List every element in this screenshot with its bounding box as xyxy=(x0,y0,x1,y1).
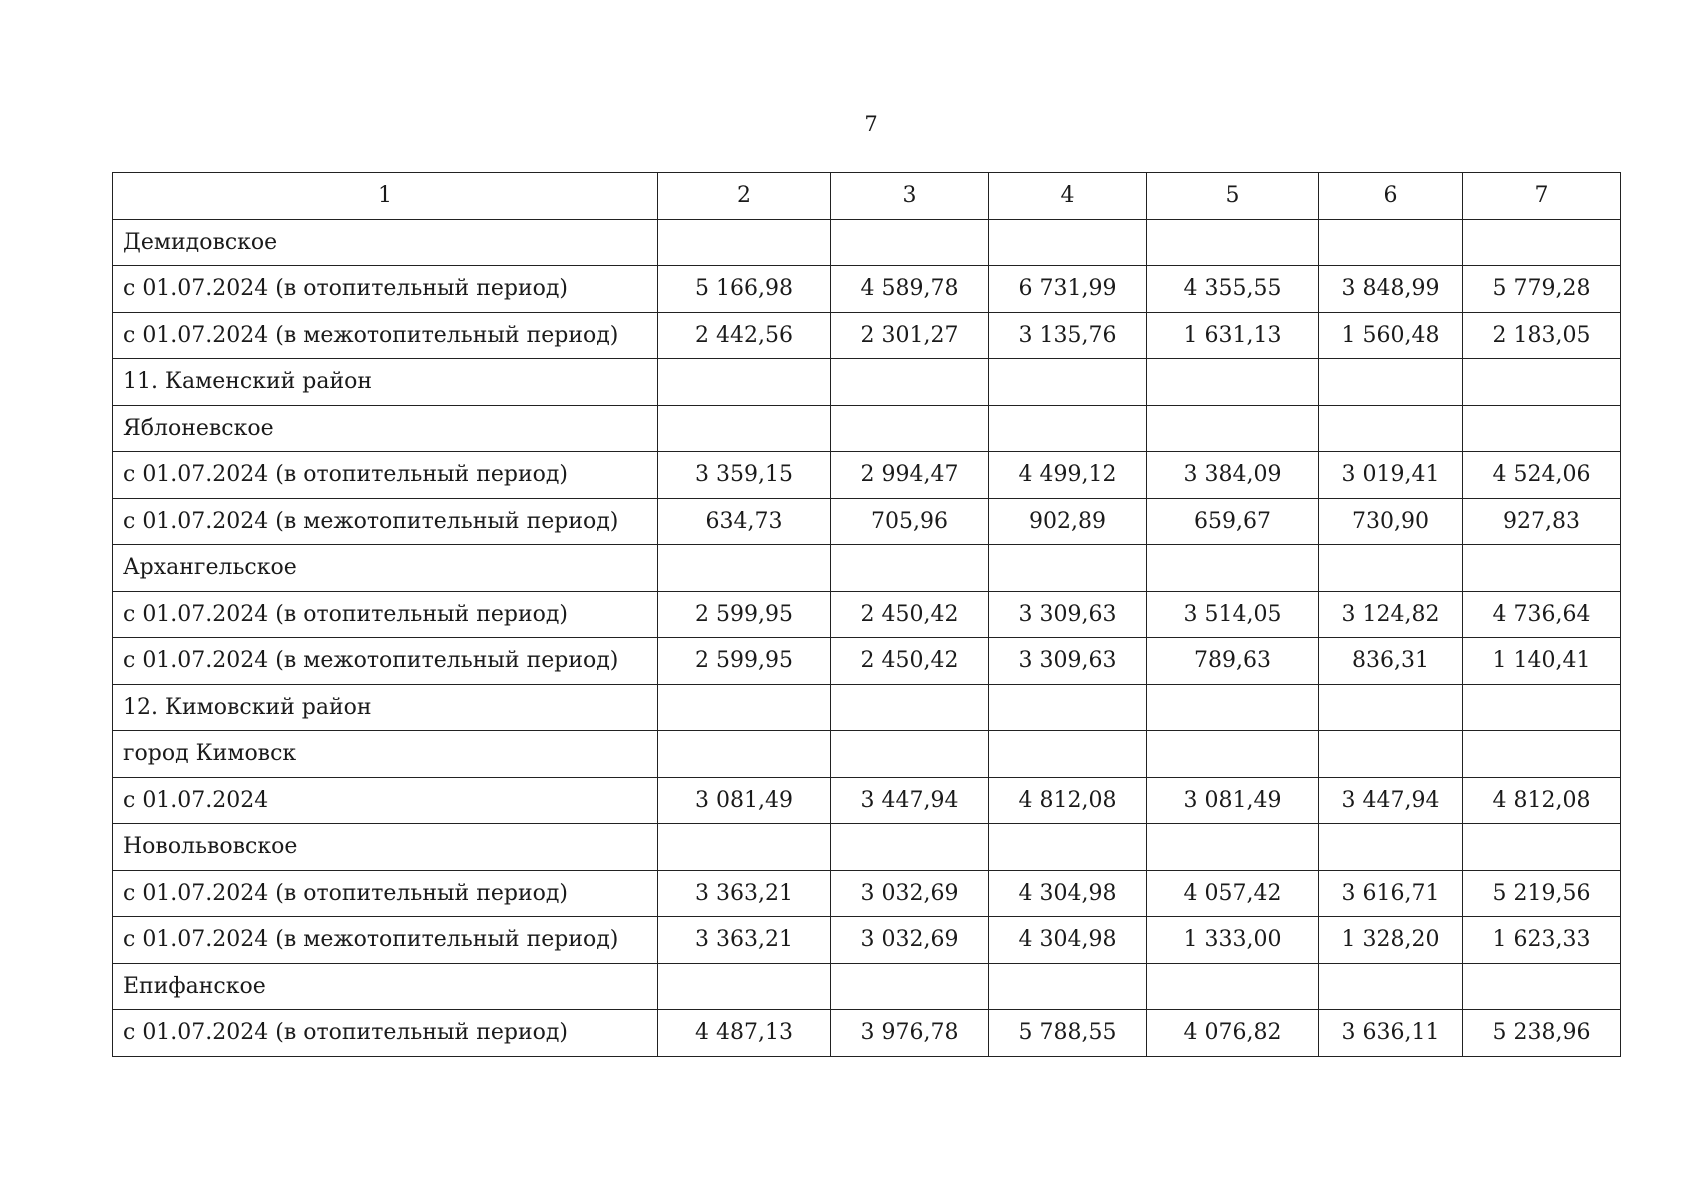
value-cell xyxy=(1463,684,1621,731)
value-cell xyxy=(1147,359,1319,406)
value-cell xyxy=(989,405,1147,452)
value-cell: 4 487,13 xyxy=(658,1010,831,1057)
value-cell: 3 019,41 xyxy=(1319,452,1463,499)
value-cell xyxy=(1147,824,1319,871)
row-label: с 01.07.2024 (в межотопительный период) xyxy=(113,498,658,545)
value-cell: 4 524,06 xyxy=(1463,452,1621,499)
value-cell: 3 447,94 xyxy=(1319,777,1463,824)
section-label: 12. Кимовский район xyxy=(113,684,658,731)
table-row xyxy=(113,266,1621,313)
value-cell xyxy=(1463,824,1621,871)
value-cell xyxy=(989,219,1147,266)
column-number: 3 xyxy=(831,173,989,220)
value-cell: 4 499,12 xyxy=(989,452,1147,499)
column-number: 2 xyxy=(658,173,831,220)
value-cell xyxy=(831,405,989,452)
value-cell xyxy=(1147,684,1319,731)
section-label: Яблоневское xyxy=(113,405,658,452)
value-cell: 902,89 xyxy=(989,498,1147,545)
value-cell: 1 140,41 xyxy=(1463,638,1621,685)
table-row xyxy=(113,312,1621,359)
value-cell xyxy=(1463,359,1621,406)
value-cell: 4 736,64 xyxy=(1463,591,1621,638)
value-cell: 4 812,08 xyxy=(989,777,1147,824)
value-cell xyxy=(831,219,989,266)
value-cell: 4 355,55 xyxy=(1147,266,1319,313)
value-cell: 5 219,56 xyxy=(1463,870,1621,917)
value-cell: 3 384,09 xyxy=(1147,452,1319,499)
value-cell: 789,63 xyxy=(1147,638,1319,685)
value-cell xyxy=(989,545,1147,592)
value-cell xyxy=(1463,731,1621,778)
section-row xyxy=(113,824,1621,871)
value-cell xyxy=(658,684,831,731)
section-row xyxy=(113,545,1621,592)
value-cell xyxy=(1147,405,1319,452)
section-label: Демидовское xyxy=(113,219,658,266)
section-row xyxy=(113,219,1621,266)
value-cell xyxy=(1319,824,1463,871)
value-cell: 2 442,56 xyxy=(658,312,831,359)
column-number: 4 xyxy=(989,173,1147,220)
value-cell: 3 032,69 xyxy=(831,870,989,917)
value-cell xyxy=(989,359,1147,406)
row-label: с 01.07.2024 (в отопительный период) xyxy=(113,870,658,917)
value-cell xyxy=(1319,359,1463,406)
value-cell: 4 812,08 xyxy=(1463,777,1621,824)
value-cell xyxy=(831,963,989,1010)
value-cell: 1 623,33 xyxy=(1463,917,1621,964)
value-cell: 4 057,42 xyxy=(1147,870,1319,917)
value-cell xyxy=(1319,684,1463,731)
row-label: с 01.07.2024 (в отопительный период) xyxy=(113,266,658,313)
section-label: Архангельское xyxy=(113,545,658,592)
table-row xyxy=(113,870,1621,917)
value-cell xyxy=(831,684,989,731)
value-cell xyxy=(1147,219,1319,266)
value-cell xyxy=(831,545,989,592)
value-cell xyxy=(658,405,831,452)
value-cell: 3 309,63 xyxy=(989,591,1147,638)
value-cell: 3 309,63 xyxy=(989,638,1147,685)
value-cell xyxy=(658,731,831,778)
value-cell: 3 363,21 xyxy=(658,870,831,917)
value-cell: 3 032,69 xyxy=(831,917,989,964)
value-cell: 927,83 xyxy=(1463,498,1621,545)
section-label: 11. Каменский район xyxy=(113,359,658,406)
tariff-table xyxy=(112,172,1621,1057)
table-row xyxy=(113,638,1621,685)
column-number: 7 xyxy=(1463,173,1621,220)
row-label: с 01.07.2024 (в отопительный период) xyxy=(113,591,658,638)
row-label: с 01.07.2024 (в межотопительный период) xyxy=(113,638,658,685)
value-cell: 3 081,49 xyxy=(1147,777,1319,824)
table-row xyxy=(113,591,1621,638)
value-cell xyxy=(658,359,831,406)
value-cell: 634,73 xyxy=(658,498,831,545)
table-row xyxy=(113,452,1621,499)
value-cell xyxy=(989,684,1147,731)
value-cell: 705,96 xyxy=(831,498,989,545)
section-label: Новольвовское xyxy=(113,824,658,871)
value-cell: 5 788,55 xyxy=(989,1010,1147,1057)
value-cell xyxy=(989,731,1147,778)
value-cell: 2 994,47 xyxy=(831,452,989,499)
value-cell: 5 238,96 xyxy=(1463,1010,1621,1057)
section-row xyxy=(113,684,1621,731)
value-cell: 6 731,99 xyxy=(989,266,1147,313)
value-cell xyxy=(1319,731,1463,778)
value-cell xyxy=(989,963,1147,1010)
table-row xyxy=(113,777,1621,824)
row-label: с 01.07.2024 (в межотопительный период) xyxy=(113,312,658,359)
value-cell xyxy=(989,824,1147,871)
section-row xyxy=(113,359,1621,406)
value-cell: 836,31 xyxy=(1319,638,1463,685)
value-cell xyxy=(1319,545,1463,592)
value-cell: 2 183,05 xyxy=(1463,312,1621,359)
value-cell: 2 301,27 xyxy=(831,312,989,359)
value-cell: 1 333,00 xyxy=(1147,917,1319,964)
value-cell xyxy=(1463,545,1621,592)
value-cell xyxy=(1147,731,1319,778)
value-cell xyxy=(1463,405,1621,452)
value-cell: 3 081,49 xyxy=(658,777,831,824)
value-cell: 1 328,20 xyxy=(1319,917,1463,964)
value-cell: 3 636,11 xyxy=(1319,1010,1463,1057)
value-cell: 4 304,98 xyxy=(989,870,1147,917)
value-cell xyxy=(831,359,989,406)
value-cell: 4 304,98 xyxy=(989,917,1147,964)
page-number: 7 xyxy=(864,112,878,136)
value-cell: 3 447,94 xyxy=(831,777,989,824)
column-number: 1 xyxy=(113,173,658,220)
table-row xyxy=(113,917,1621,964)
value-cell: 3 976,78 xyxy=(831,1010,989,1057)
section-row xyxy=(113,731,1621,778)
value-cell xyxy=(658,545,831,592)
row-label: с 01.07.2024 (в межотопительный период) xyxy=(113,917,658,964)
value-cell xyxy=(658,824,831,871)
value-cell: 2 450,42 xyxy=(831,591,989,638)
value-cell xyxy=(1319,219,1463,266)
value-cell: 659,67 xyxy=(1147,498,1319,545)
value-cell xyxy=(1463,963,1621,1010)
value-cell: 4 076,82 xyxy=(1147,1010,1319,1057)
value-cell xyxy=(1319,405,1463,452)
column-number: 6 xyxy=(1319,173,1463,220)
value-cell xyxy=(1147,545,1319,592)
value-cell: 2 599,95 xyxy=(658,638,831,685)
value-cell xyxy=(658,219,831,266)
value-cell: 3 616,71 xyxy=(1319,870,1463,917)
value-cell: 3 363,21 xyxy=(658,917,831,964)
row-label: с 01.07.2024 (в отопительный период) xyxy=(113,452,658,499)
value-cell: 730,90 xyxy=(1319,498,1463,545)
section-row xyxy=(113,405,1621,452)
value-cell: 5 779,28 xyxy=(1463,266,1621,313)
value-cell xyxy=(831,824,989,871)
value-cell: 3 359,15 xyxy=(658,452,831,499)
value-cell xyxy=(831,731,989,778)
value-cell: 3 124,82 xyxy=(1319,591,1463,638)
value-cell: 1 560,48 xyxy=(1319,312,1463,359)
value-cell: 3 848,99 xyxy=(1319,266,1463,313)
value-cell: 3 135,76 xyxy=(989,312,1147,359)
value-cell: 3 514,05 xyxy=(1147,591,1319,638)
value-cell: 4 589,78 xyxy=(831,266,989,313)
section-label: город Кимовск xyxy=(113,731,658,778)
value-cell: 2 450,42 xyxy=(831,638,989,685)
table-row xyxy=(113,498,1621,545)
value-cell xyxy=(658,963,831,1010)
section-row xyxy=(113,963,1621,1010)
table-row xyxy=(113,1010,1621,1057)
row-label: с 01.07.2024 (в отопительный период) xyxy=(113,1010,658,1057)
row-label: с 01.07.2024 xyxy=(113,777,658,824)
column-number-row xyxy=(113,173,1621,220)
value-cell: 2 599,95 xyxy=(658,591,831,638)
table-body xyxy=(113,173,1621,1057)
value-cell xyxy=(1319,963,1463,1010)
column-number: 5 xyxy=(1147,173,1319,220)
section-label: Епифанское xyxy=(113,963,658,1010)
value-cell xyxy=(1147,963,1319,1010)
value-cell: 5 166,98 xyxy=(658,266,831,313)
value-cell xyxy=(1463,219,1621,266)
value-cell: 1 631,13 xyxy=(1147,312,1319,359)
